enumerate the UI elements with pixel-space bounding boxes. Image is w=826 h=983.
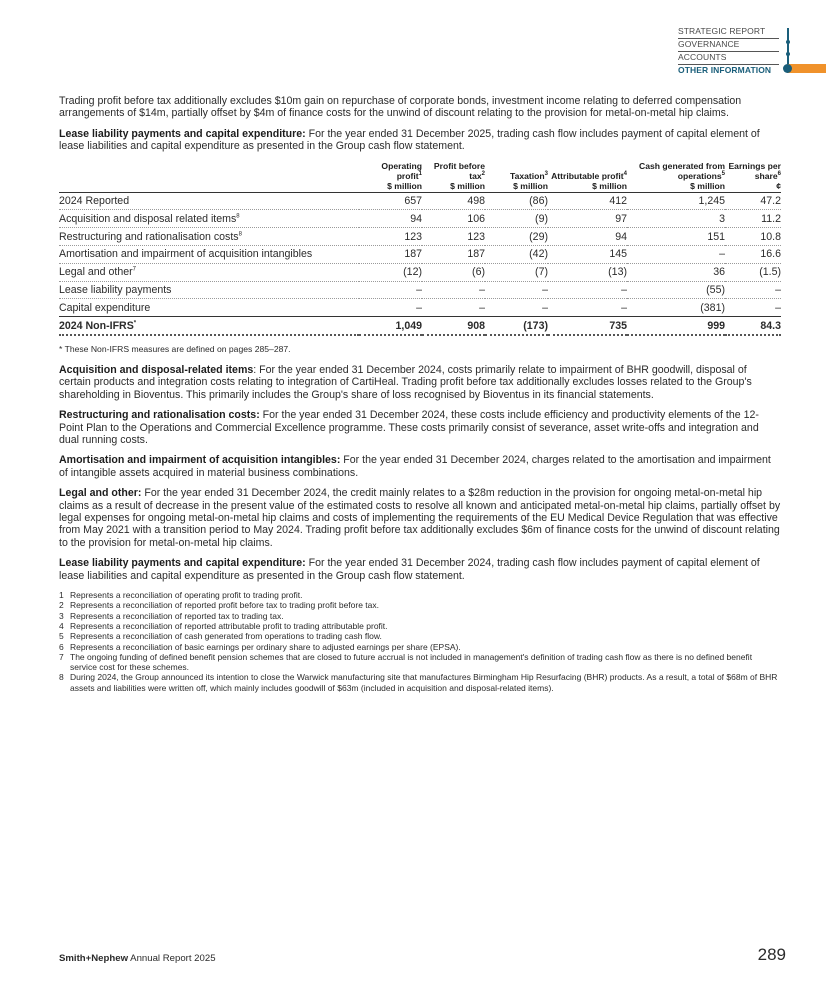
- header-operating-profit: Operating profit$^1$ $ million: [359, 161, 422, 193]
- footnote-number: 2: [59, 600, 64, 611]
- footnote-item: [59, 621, 781, 631]
- report-title: Annual Report 2025: [128, 953, 216, 964]
- row-label: 2024 Reported: [59, 192, 359, 210]
- nav-rail: [787, 28, 789, 68]
- table-cell: 94: [359, 210, 422, 228]
- footnote-text: Represents a reconciliation of reported attributable profit to trading attributable profit.: [70, 620, 388, 631]
- header-taxation: Taxation$^3$ $ million: [485, 161, 548, 193]
- row-label: Amortisation and impairment of acquisition intangibles: [59, 246, 359, 264]
- table-cell: (29): [485, 228, 548, 246]
- table-cell: 999: [627, 317, 725, 335]
- footnote-text: Represents a reconciliation of reported tax to trading tax.: [70, 610, 284, 621]
- footnote-text: Represents a reconciliation of operating profit to trading profit.: [70, 590, 303, 601]
- intro-paragraph: Trading profit before tax additionally excludes $10m gain on repurchase of corporate bonds, investment income relating to deferred compensation arrangements of $14m, partially offset by $4m of finance costs for the unwind of discount relating to the provision for metal-on-metal hip claims.: [59, 95, 742, 120]
- table-cell: –: [359, 299, 422, 317]
- nav-governance[interactable]: GOVERNANCE: [678, 39, 779, 52]
- table-cell: –: [485, 299, 548, 317]
- row-label: Lease liability payments: [59, 281, 359, 299]
- table-cell: (6): [422, 263, 485, 281]
- header-profit-before-tax: Profit before tax$^2$ $ million: [422, 161, 485, 193]
- table-cell: –: [485, 281, 548, 299]
- row-label: Capital expenditure: [59, 299, 359, 317]
- table-row: [59, 263, 781, 281]
- nav-strategic-report[interactable]: STRATEGIC REPORT: [678, 26, 779, 39]
- footer-brand: [59, 953, 216, 964]
- numbered-footnotes: [59, 590, 781, 693]
- footnote-item: [59, 611, 781, 621]
- table-cell: 84.3: [725, 317, 781, 335]
- table-cell: 106: [422, 210, 485, 228]
- table-header-row: [59, 161, 781, 193]
- table-cell: 1,049: [359, 317, 422, 335]
- paragraph-text: For the year ended 31 December 2024, these costs include efficiency and productivity elements of the 12-Point Plan to the Operations and Commercial Excellence programme. These costs primarily consist of severance, asset write-offs and integration and dual running costs.: [59, 409, 759, 447]
- paragraph-heading: Restructuring and rationalisation costs:: [59, 409, 260, 422]
- table-cell: –: [422, 299, 485, 317]
- paragraph-heading: Amortisation and impairment of acquisition intangibles:: [59, 454, 341, 467]
- table-cell: 47.2: [725, 192, 781, 210]
- paragraph-heading: Legal and other:: [59, 487, 142, 500]
- table-cell: 187: [359, 246, 422, 264]
- explanatory-paragraph: [59, 454, 781, 479]
- row-label: Legal and other$^7$: [59, 263, 359, 281]
- brand-name: Smith+Nephew: [59, 953, 129, 964]
- table-row: [59, 228, 781, 246]
- table-cell: (1.5): [725, 263, 781, 281]
- footnote-number: 6: [59, 641, 64, 652]
- table-row: [59, 210, 781, 228]
- footnote-text: Represents a reconciliation of basic earnings per ordinary share to adjusted earnings per share (EPSA).: [70, 641, 461, 652]
- table-row: [59, 192, 781, 210]
- table-cell: (12): [359, 263, 422, 281]
- table-cell: 187: [422, 246, 485, 264]
- table-cell: 908: [422, 317, 485, 335]
- paragraph-text: For the year ended 31 December 2024, charges related to the amortisation and impairment of intangible assets acquired in material business combinations.: [59, 454, 771, 479]
- table-cell: 16.6: [725, 246, 781, 264]
- table-body: [59, 192, 781, 335]
- footnote-item: [59, 672, 781, 693]
- row-label: Restructuring and rationalisation costs$^8$: [59, 228, 359, 246]
- footnote-text: Represents a reconciliation of reported profit before tax to trading profit before tax.: [70, 600, 380, 611]
- table-cell: (42): [485, 246, 548, 264]
- footnote-item: [59, 642, 781, 652]
- explanatory-paragraph: [59, 364, 781, 401]
- nav-accounts[interactable]: ACCOUNTS: [678, 52, 779, 65]
- table-cell: 94: [548, 228, 627, 246]
- table-cell: 123: [422, 228, 485, 246]
- table-cell: 412: [548, 192, 627, 210]
- page-content: [59, 95, 781, 693]
- footnote-text: The ongoing funding of defined benefit pension schemes that are closed to future accrual is not included in management's definition of trading cash flow as there is no defined benefit service cost for these schemes.: [70, 651, 753, 673]
- table-cell: –: [725, 299, 781, 317]
- table-cell: 3: [627, 210, 725, 228]
- explanatory-paragraph: [59, 557, 781, 582]
- footnote-item: [59, 590, 781, 600]
- footnote-number: 1: [59, 590, 64, 601]
- non-ifrs-footnote: * These Non-IFRS measures are defined on pages 285–287.: [59, 344, 291, 354]
- footnote-number: 3: [59, 610, 64, 621]
- footnote-item: [59, 631, 781, 641]
- lease-2025-paragraph: [59, 128, 781, 153]
- header-attributable-profit: Attributable profit$^4$ $ million: [548, 161, 627, 193]
- explanatory-paragraph: [59, 487, 781, 549]
- nav-other-information[interactable]: OTHER INFORMATION: [678, 65, 772, 75]
- reconciliation-table: [59, 161, 781, 336]
- table-cell: (86): [485, 192, 548, 210]
- table-cell: –: [725, 281, 781, 299]
- footnote-number: 4: [59, 620, 64, 631]
- table-row: [59, 299, 781, 317]
- table-cell: 498: [422, 192, 485, 210]
- table-cell: 11.2: [725, 210, 781, 228]
- paragraph-text: For the year ended 31 December 2024, the credit mainly relates to a $28m reduction in the provision for ongoing metal-on-metal hip claims as a result of decrease in the present value of the estimated costs to resolve all known and anticipated metal-on-metal hip claims, partially offset by legal expenses for ongoing metal-on-metal hip claims and costs of implementing the requirements of the EU Medical Device Regulation that was effective from May 2021 with a transition period to May 2024. Trading profit before tax additionally excludes $6m of finance costs for the unwind of discount relating to the provision for metal-on-metal hip claims.: [59, 487, 781, 549]
- table-total-row: [59, 317, 781, 335]
- footnote-text: During 2024, the Group announced its intention to close the Warwick manufacturing site that manufactures Birmingham Hip Resurfacing (BHR) products. As a result, a total of $68m of BHR assets and liabilities were written off, which mainly includes goodwill of $63m (included in acquisition and disposal-related items).: [70, 672, 778, 693]
- table-cell: 1,245: [627, 192, 725, 210]
- table-row: [59, 281, 781, 299]
- table-cell: –: [359, 281, 422, 299]
- paragraph-text: For the year ended 31 December 2024, trading cash flow includes payment of capital element of lease liabilities and capital expenditure as presented in the Group cash flow statement.: [59, 557, 760, 582]
- lease-2025-heading: Lease liability payments and capital expenditure:: [59, 127, 306, 140]
- table-cell: (55): [627, 281, 725, 299]
- nav-active-marker-icon: [783, 64, 792, 73]
- footnote-number: 5: [59, 631, 64, 642]
- footnote-text: Represents a reconciliation of cash generated from operations to trading cash flow.: [70, 631, 382, 642]
- row-label: Acquisition and disposal related items$^8$: [59, 210, 359, 228]
- footnote-item: [59, 600, 781, 610]
- table-cell: 657: [359, 192, 422, 210]
- paragraph-text: : For the year ended 31 December 2024, costs primarily relate to impairment of BHR goodwill, disposal of certain products and integration costs relating to integration of CartiHeal. Trading profit before tax additionally excludes losses related to the Group's shareholding in Bioventus. This primarily includes the Group's share of loss recognised by Bioventus in its financial statements.: [59, 364, 752, 401]
- table-row: [59, 246, 781, 264]
- table-cell: 36: [627, 263, 725, 281]
- nav-active-bar: [787, 64, 826, 73]
- table-cell: 123: [359, 228, 422, 246]
- footnote-number: 8: [59, 672, 64, 683]
- nav-dot-icon: [786, 52, 790, 56]
- table-cell: (173): [485, 317, 548, 335]
- table-cell: 10.8: [725, 228, 781, 246]
- header-earnings-per-share: Earnings per share$^6$ ¢: [725, 161, 781, 193]
- table-cell: 145: [548, 246, 627, 264]
- footnote-item: [59, 652, 781, 673]
- table-cell: –: [422, 281, 485, 299]
- table-cell: –: [627, 246, 725, 264]
- table-cell: 735: [548, 317, 627, 335]
- row-label: 2024 Non-IFRS*: [59, 317, 359, 335]
- table-cell: –: [548, 281, 627, 299]
- table-cell: 97: [548, 210, 627, 228]
- table-cell: (9): [485, 210, 548, 228]
- header-cash-generated: Cash generated from operations$^5$ $ million: [627, 161, 725, 193]
- page-number: 289: [757, 945, 786, 964]
- paragraph-heading: Acquisition and disposal-related items: [59, 364, 254, 376]
- explanatory-paragraph: [59, 409, 781, 446]
- nav-dot-icon: [786, 40, 790, 44]
- header-label: [59, 161, 359, 193]
- paragraph-heading: Lease liability payments and capital expenditure:: [59, 557, 306, 570]
- explanatory-paragraphs: [59, 364, 781, 582]
- lease-2025-text: For the year ended 31 December 2025, trading cash flow includes payment of capital element of lease liabilities and capital expenditure as presented in the Group cash flow statement.: [59, 127, 760, 153]
- table-cell: –: [548, 299, 627, 317]
- table-cell: (7): [485, 263, 548, 281]
- table-cell: (13): [548, 263, 627, 281]
- footnote-number: 7: [59, 651, 64, 662]
- table-cell: (381): [627, 299, 725, 317]
- table-cell: 151: [627, 228, 725, 246]
